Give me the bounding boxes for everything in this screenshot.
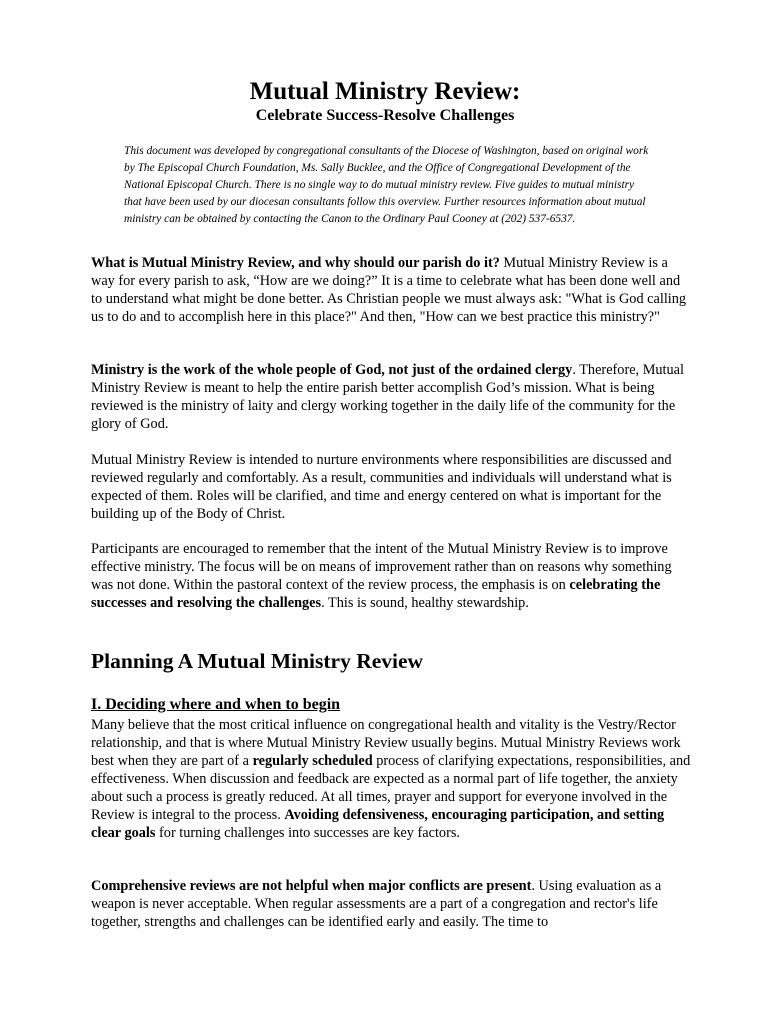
paragraph-text: process of clarifying expectations, responsibilities, and effectiveness. When discussion and feedback are expected as a normal part of life together, the anxiety about such a process is greatly reduced. At all times, prayer and support for everyone involved in the Review is integral to the process. — [91, 753, 691, 823]
paragraph-text: Many believe that the most critical influence on congregational health and vitality is the Vestry/Rector relationship, and that is where Mutual Ministry Review usually begins. Mutual Ministry Reviews work best when they are part of a — [91, 717, 681, 769]
document-title: Mutual Ministry Review: — [249, 78, 521, 105]
paragraph-text: . Using evaluation as a weapon is never acceptable. When regular assessments are a part of a congregation and rector's life together, strengths and challenges can be identified early and easily. The time to — [91, 878, 662, 930]
paragraph-ministry-work — [91, 361, 691, 433]
paragraph-lead-bold: Comprehensive reviews are not helpful when major conflicts are present — [91, 878, 532, 894]
paragraph-what-is-review — [91, 254, 691, 326]
paragraph-text: . This is sound, healthy stewardship. — [321, 595, 529, 611]
document-subtitle: Celebrate Success-Resolve Challenges — [255, 107, 515, 124]
paragraph-conflicts — [91, 877, 691, 931]
paragraph-lead-bold: Ministry is the work of the whole people of God, not just of the ordained clergy — [91, 362, 573, 378]
paragraph-bold: regularly scheduled — [252, 753, 373, 769]
paragraph-nurture — [91, 451, 691, 523]
subsection-heading: I. Deciding where and when to begin — [91, 696, 341, 713]
section-heading: Planning A Mutual Ministry Review — [91, 649, 424, 673]
paragraph-text: . Therefore, Mutual Ministry Review is meant to help the entire parish better accomplish God’s mission. What is being reviewed is the ministry of laity and clergy working together in the daily life of the community for the glory of God. — [91, 362, 684, 432]
paragraph-participants — [91, 540, 691, 612]
paragraph-text: Mutual Ministry Review is a way for every parish to ask, “How are we doing?” It is a time to celebrate what has been done well and to understand what might be done better. As Christian people we must always ask: "What is God calling us to do and to accomplish here in this place?" And then, "How can we best practice this ministry?" — [91, 255, 687, 325]
paragraph-text: for turning challenges into successes are key factors. — [155, 825, 460, 841]
paragraph-bold: celebrating the successes and resolving the challenges — [91, 577, 661, 611]
paragraph-lead-bold: What is Mutual Ministry Review, and why should our parish do it? — [91, 255, 500, 271]
paragraph-where-to-begin — [91, 716, 691, 842]
paragraph-text: Mutual Ministry Review is intended to nurture environments where responsibilities are discussed and reviewed regularly and comfortably. As a result, communities and individuals will understand what is expected of them. Roles will be clarified, and time and energy centered on what is important for the building up of the Body of Christ. — [91, 452, 672, 522]
paragraph-bold: Avoiding defensiveness, encouraging participation, and setting clear goals — [91, 807, 665, 841]
paragraph-text: Participants are encouraged to remember that the intent of the Mutual Ministry Review is to improve effective ministry. The focus will be on means of improvement rather than on reasons why something was not done. Within the pastoral context of the review process, the emphasis is on — [91, 541, 672, 593]
intro-note: This document was developed by congregational consultants of the Diocese of Washington, based on original work by The Episcopal Church Foundation, Ms. Sally Bucklee, and the Office of Congregational Development of the National Episcopal Church. There is no single way to do mutual ministry review. Five guides to mutual ministry that have been used by our diocesan consultants follow this overview. Further resources information about mutual ministry can be obtained by contacting the Canon to the Ordinary Paul Cooney at (202) 537-6537. — [124, 145, 649, 225]
